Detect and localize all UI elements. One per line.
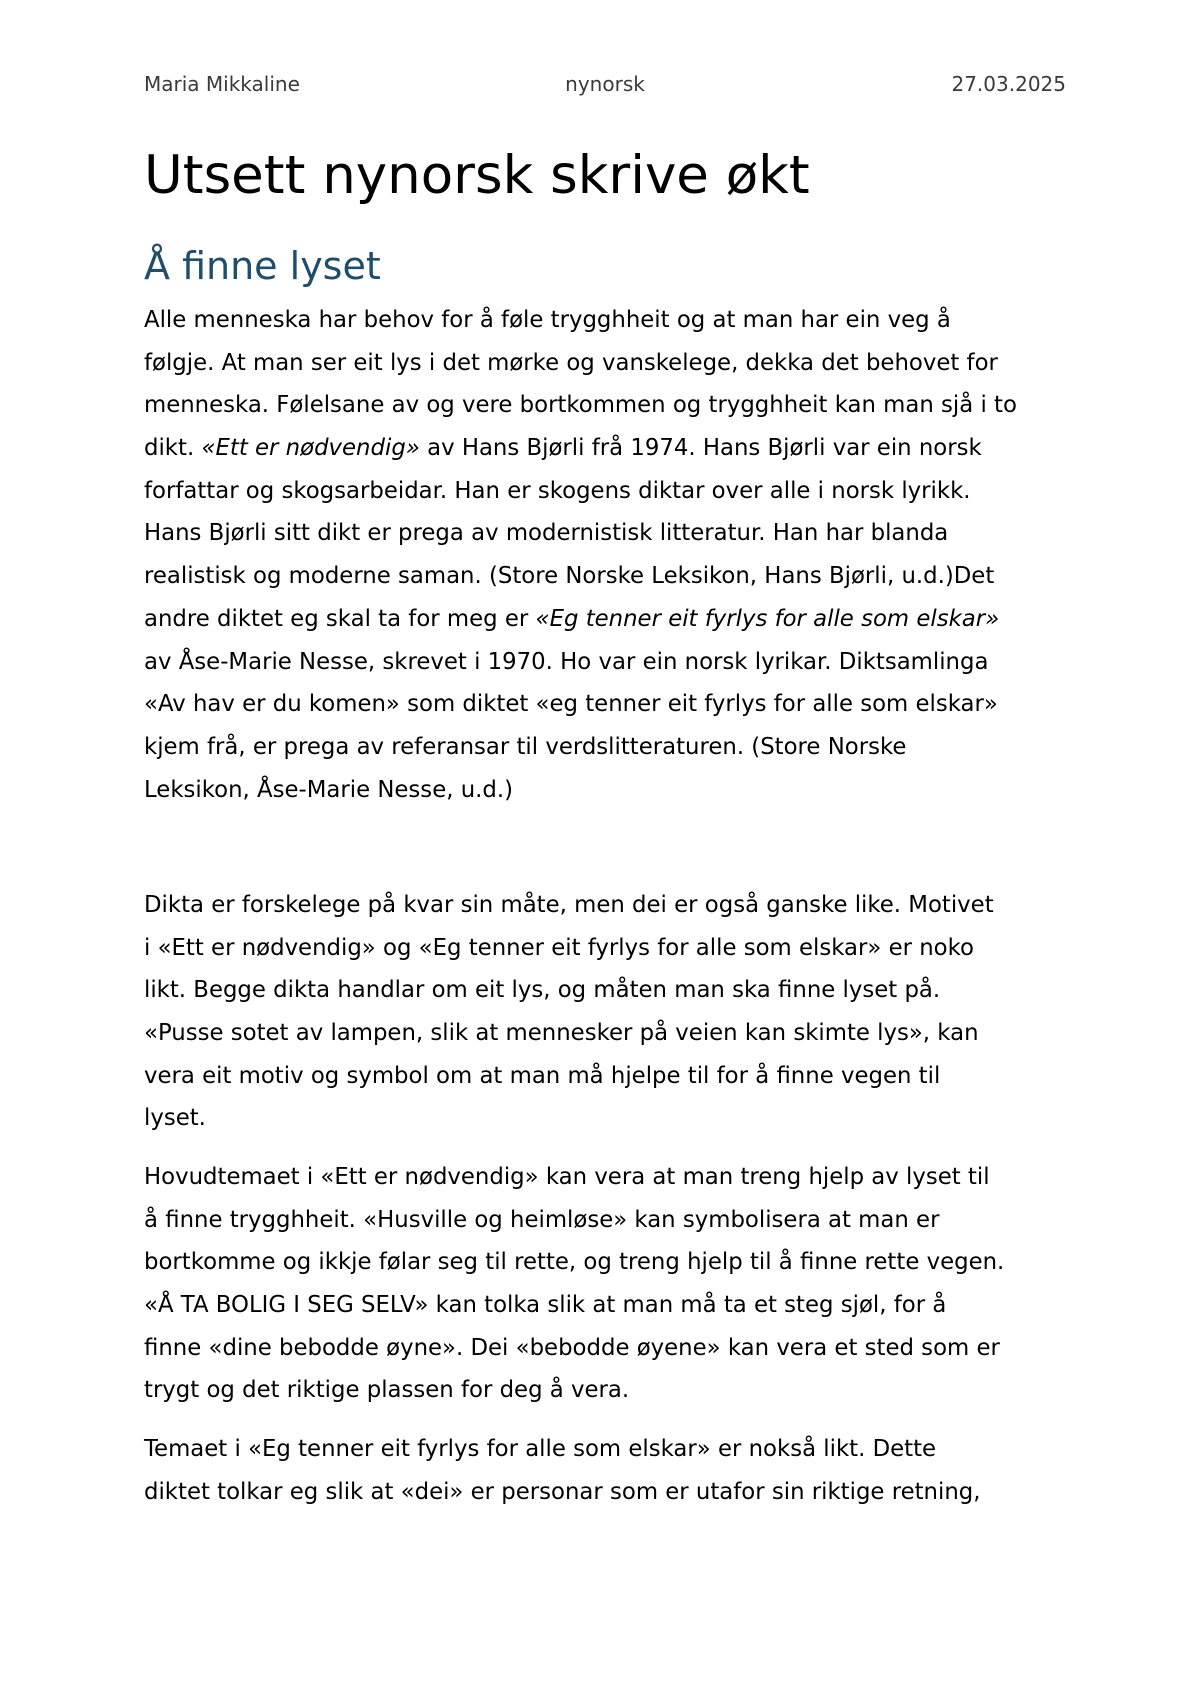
- text-line: menneska. Følelsane av og vere bortkommen og trygghheit kan man sjå i to: [144, 392, 1017, 419]
- poem-title-eg-tenner: «Eg tenner eit fyrlys for alle som elskar»: [535, 605, 1000, 632]
- section-heading: Å finne lyset: [144, 244, 381, 288]
- document-title: Utsett nynorsk skrive økt: [144, 145, 810, 206]
- text-line: å finne trygghheit. «Husville og heimløse» kan symbolisera at man er: [144, 1206, 940, 1233]
- text-line: Temaet i «Eg tenner eit fyrlys for alle som elskar» er nokså likt. Dette: [144, 1436, 937, 1462]
- text-line: Dikta er forskelege på kvar sin måte, men dei er også ganske like. Motivet: [144, 892, 994, 918]
- header-subject: nynorsk: [565, 72, 645, 96]
- paragraph-motif: [144, 884, 1074, 1140]
- page-header: [144, 72, 1066, 100]
- text-line: bortkomme og ikkje følar seg til rette, og treng hjelp til å finne rette vegen.: [144, 1249, 1005, 1276]
- poem-title-ett-er-nodvendig: «Ett er nødvendig»: [201, 435, 420, 462]
- text-line: Hovudtemaet i «Ett er nødvendig» kan vera at man treng hjelp av lyset til: [144, 1164, 990, 1190]
- text-line: lyset.: [144, 1105, 206, 1132]
- text-line: trygt og det riktige plassen for deg å vera.: [144, 1377, 630, 1404]
- paragraph-second-theme: [144, 1428, 1074, 1513]
- text-line: av Åse-Marie Nesse, skrevet i 1970. Ho var ein norsk lyrikar. Diktsamlinga: [144, 648, 989, 675]
- header-author: Maria Mikkaline: [144, 72, 300, 96]
- text-line: vera eit motiv og symbol om at man må hjelpe til for å finne vegen til: [144, 1062, 941, 1089]
- text-line: Leksikon, Åse-Marie Nesse, u.d.): [144, 776, 514, 803]
- text-line: «Av hav er du komen» som diktet «eg tenner eit fyrlys for alle som elskar»: [144, 691, 998, 718]
- text-line: diktet tolkar eg slik at «dei» er personar som er utafor sin riktige retning,: [144, 1478, 981, 1505]
- text-line: Alle menneska har behov for å føle trygghheit og at man har ein veg å: [144, 307, 951, 333]
- text-line: finne «dine bebodde øyne». Dei «bebodde øyene» kan vera et sted som er: [144, 1334, 1000, 1361]
- text-line: forfattar og skogsarbeidar. Han er skogens diktar over alle i norsk lyrikk.: [144, 477, 971, 504]
- text-line: andre diktet eg skal ta for meg er «Eg tenner eit fyrlys for alle som elskar»: [144, 605, 1000, 632]
- text-line: dikt. «Ett er nødvendig» av Hans Bjørli frå 1974. Hans Bjørli var ein norsk: [144, 435, 982, 462]
- text-line: kjem frå, er prega av referansar til verdslitteraturen. (Store Norske: [144, 733, 907, 760]
- text-line: i «Ett er nødvendig» og «Eg tenner eit fyrlys for alle som elskar» er noko: [144, 934, 974, 961]
- text-line: «Pusse sotet av lampen, slik at mennesker på veien kan skimte lys», kan: [144, 1020, 979, 1047]
- text-line: Hans Bjørli sitt dikt er prega av modernistisk litteratur. Han har blanda: [144, 520, 949, 547]
- text-line: likt. Begge dikta handlar om eit lys, og måten man ska finne lyset på.: [144, 977, 941, 1004]
- text-line: «Å TA BOLIG I SEG SELV» kan tolka slik at man må ta et steg sjøl, for å: [144, 1292, 947, 1319]
- header-date: 27.03.2025: [951, 72, 1066, 96]
- text-line: realistisk og moderne saman. (Store Norske Leksikon, Hans Bjørli, u.d.)Det: [144, 563, 995, 590]
- paragraph-main-theme: [144, 1156, 1074, 1412]
- text-line: følgje. At man ser eit lys i det mørke og vanskelege, dekka det behovet for: [144, 349, 998, 376]
- paragraph-intro: [144, 299, 1074, 811]
